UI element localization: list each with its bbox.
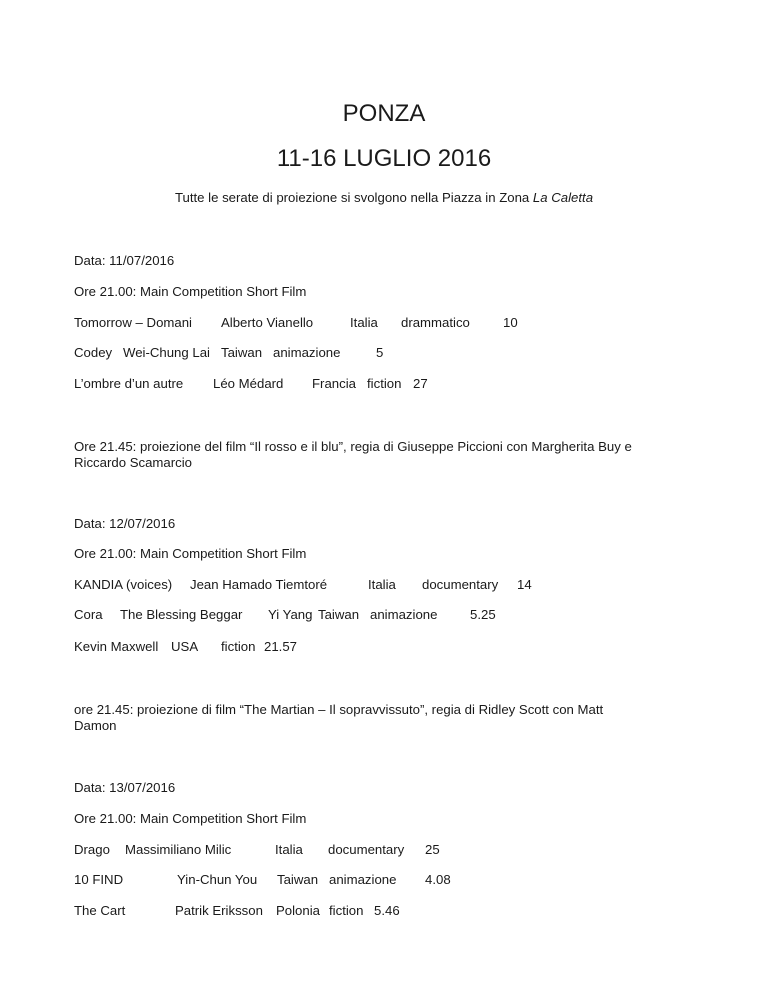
film-title: KANDIA (voices) (74, 577, 173, 592)
film-director: Patrik Eriksson (175, 903, 263, 918)
film-title: Cora (74, 607, 103, 622)
film-genre: documentary (422, 577, 499, 592)
competition-heading: Ore 21.00: Main Competition Short Film (74, 284, 307, 299)
film-director: Massimiliano Milic (125, 842, 232, 857)
film-country: USA (171, 639, 199, 654)
day-date: Data: 11/07/2016 (74, 253, 175, 268)
film-duration: 5 (376, 345, 384, 360)
film-genre: animazione (370, 607, 438, 622)
film-country: Italia (275, 842, 303, 857)
film-country: Taiwan (277, 872, 319, 887)
page-title: PONZA (342, 100, 426, 127)
screening-note: ore 21.45: proiezione di film “The Martian – Il sopravvissuto”, regia di Ridley Scott con Matt (74, 702, 604, 717)
film-genre: documentary (328, 842, 405, 857)
film-title: Codey (74, 345, 113, 360)
screening-note-cont: Riccardo Scamarcio (74, 455, 192, 470)
film-title: L’ombre d’un autre (74, 376, 184, 391)
competition-heading: Ore 21.00: Main Competition Short Film (74, 811, 307, 826)
film-duration: 10 (503, 315, 518, 330)
film-director: Léo Médard (213, 376, 284, 391)
film-duration: 4.08 (425, 872, 451, 887)
film-country: Italia (368, 577, 396, 592)
film-director: Alberto Vianello (221, 315, 314, 330)
film-director: Kevin Maxwell (74, 639, 159, 654)
film-genre: fiction (367, 376, 402, 391)
film-duration: 5.46 (374, 903, 400, 918)
film-genre: fiction (221, 639, 256, 654)
film-title: 10 FIND (74, 872, 124, 887)
film-director: Jean Hamado Tiemtoré (190, 577, 328, 592)
film-duration: 5.25 (470, 607, 496, 622)
venue-note (0, 190, 768, 206)
film-director: Yi Yang (268, 607, 313, 622)
film-genre: animazione (329, 872, 397, 887)
venue-place: La Caletta (532, 190, 594, 205)
film-genre: animazione (273, 345, 341, 360)
competition-heading: Ore 21.00: Main Competition Short Film (74, 546, 307, 561)
film-duration: 27 (413, 376, 428, 391)
film-country: Italia (350, 315, 378, 330)
film-title-alt: The Blessing Beggar (120, 607, 243, 622)
film-genre: drammatico (401, 315, 470, 330)
film-country: Francia (312, 376, 356, 391)
film-director: Wei-Chung Lai (123, 345, 210, 360)
film-country: Taiwan (318, 607, 360, 622)
day-date: Data: 12/07/2016 (74, 516, 176, 531)
film-director: Yin-Chun You (177, 872, 258, 887)
film-duration: 21.57 (264, 639, 298, 654)
screening-note-cont: Damon (74, 718, 117, 733)
day-date: Data: 13/07/2016 (74, 780, 176, 795)
film-duration: 14 (517, 577, 532, 592)
screening-note: Ore 21.45: proiezione del film “Il rosso e il blu”, regia di Giuseppe Piccioni con Margherita Buy e (74, 439, 632, 454)
film-genre: fiction (329, 903, 364, 918)
film-country: Polonia (276, 903, 320, 918)
film-title: Drago (74, 842, 110, 857)
film-country: Taiwan (221, 345, 263, 360)
festival-dates: 11-16 LUGLIO 2016 (276, 145, 492, 172)
film-duration: 25 (425, 842, 440, 857)
film-title: The Cart (74, 903, 126, 918)
venue-note-text: Tutte le serate di proiezione si svolgono nella Piazza in Zona (174, 190, 533, 205)
film-title: Tomorrow – Domani (74, 315, 192, 330)
